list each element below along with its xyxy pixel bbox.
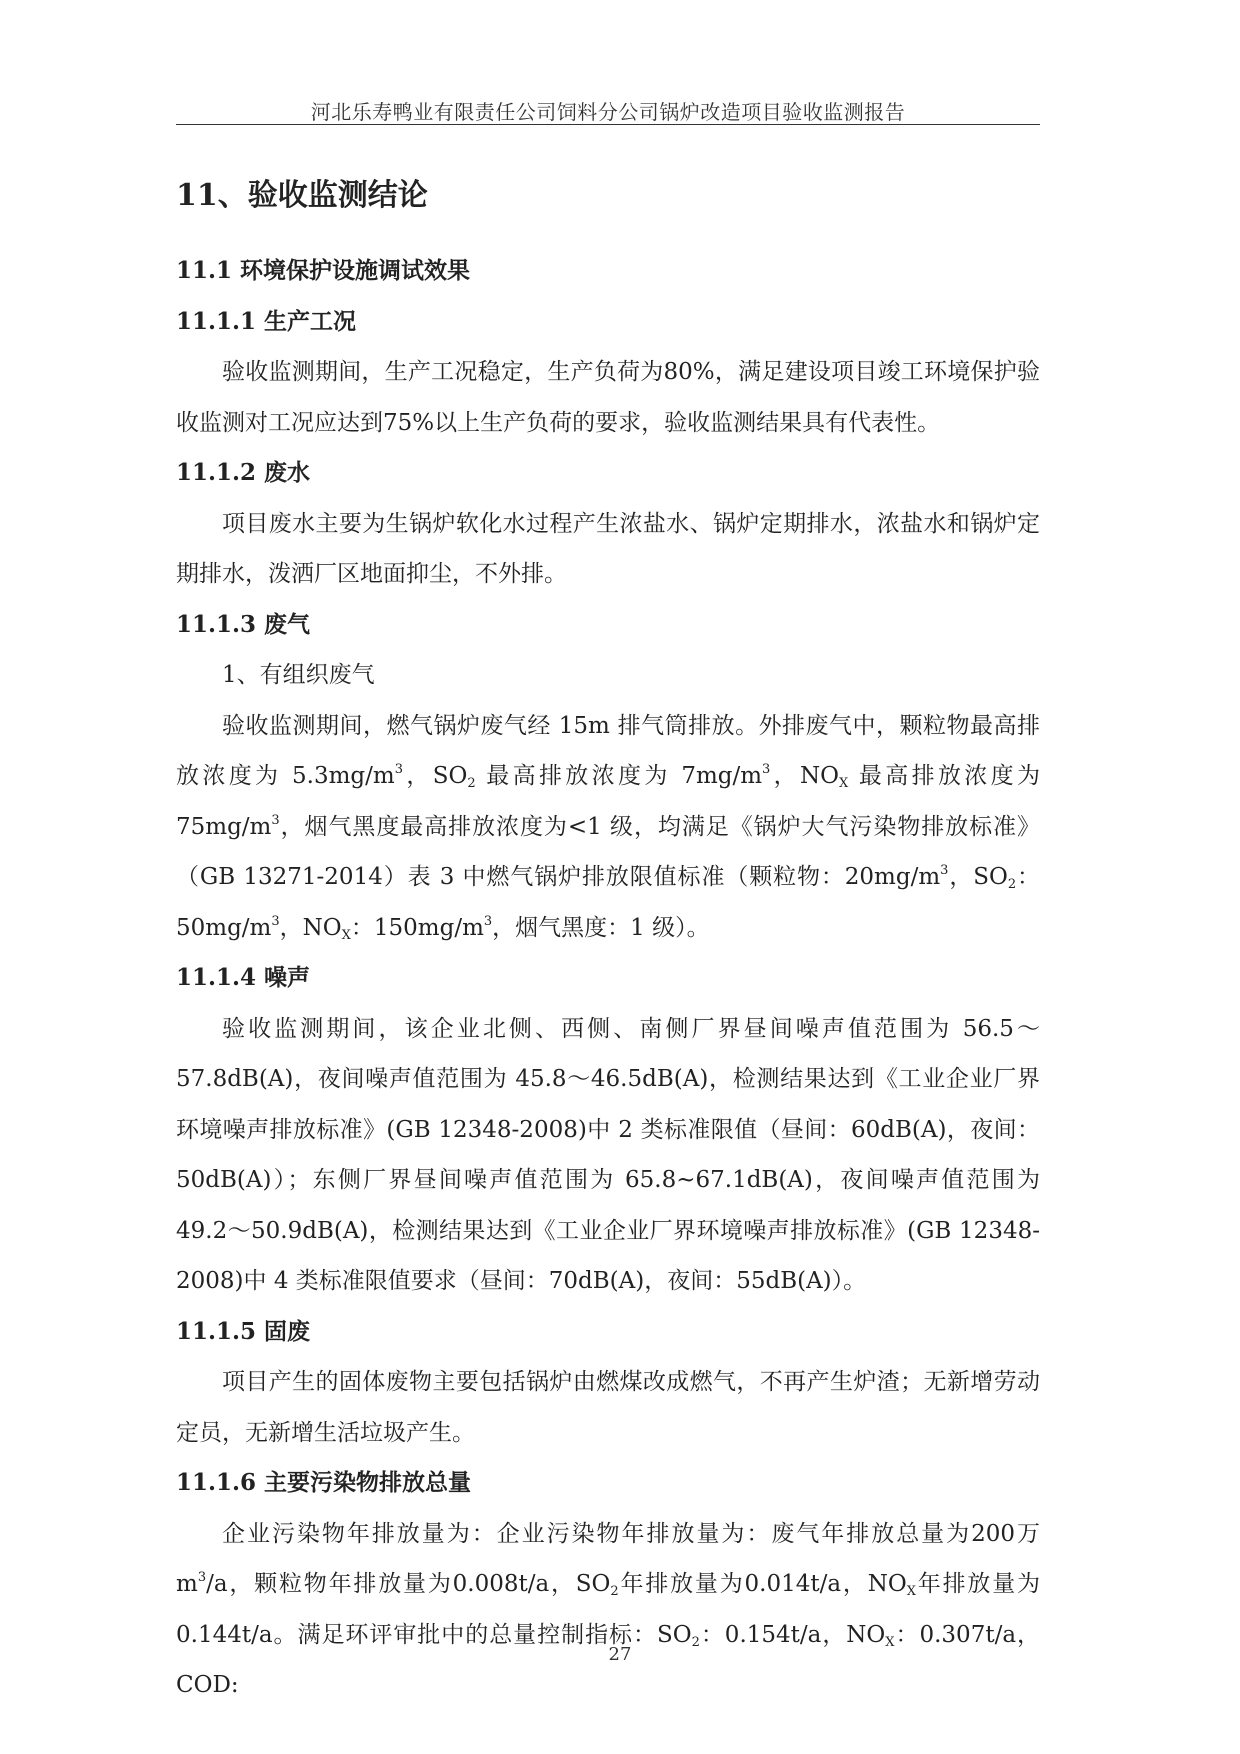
page-number: 27 — [608, 1644, 632, 1665]
document-body — [176, 166, 1040, 1711]
header-rule — [176, 124, 1040, 125]
paragraph-noise: 验收监测期间，该企业北侧、西侧、南侧厂界昼间噪声值范围为 56.5～57.8dB(A)，夜间噪声值范围为 45.8～46.5dB(A)，检测结果达到《工业企业厂界环境噪声排放标准》(GB 12348-2008)中 2 类标准限值（昼间：60dB(A)，夜间：50dB(A)）；东侧厂界昼间噪声值范围为 65.8~67.1dB(A)，夜间噪声值范围为 49.2～50.9dB(A)，检测结果达到《工业企业厂界环境噪声排放标准》(GB 12348-2008)中 4 类标准限值要求（昼间：70dB(A)，夜间：55dB(A)）。 — [176, 1015, 1040, 1294]
paragraph-total-emissions: 企业污染物年排放量为：企业污染物年排放量为：废气年排放总量为200万 $m^3/a$，颗粒物年排放量为0.008t/a，$SO_2$年排放量为0.014t/a，$NO_X$年排放量为0.144t/a。满足环评审批中的总量控制指标：$SO_2$：0.154t/a，$NO_X$：0.307t/a，COD: — [176, 1520, 1041, 1698]
heading-11-1-4: 11.1.4 噪声 — [176, 964, 311, 991]
heading-11-1-2: 11.1.2 废水 — [176, 459, 311, 486]
paragraph-production-conditions: 验收监测期间，生产工况稳定，生产负荷为80%，满足建设项目竣工环境保护验收监测对工况应达到75%以上生产负荷的要求，验收监测结果具有代表性。 — [176, 359, 1040, 436]
subsection-title-11-1: 11.1 环境保护设施调试效果 — [176, 257, 471, 284]
heading-11-1-3: 11.1.3 废气 — [176, 610, 311, 638]
heading-11-1-5: 11.1.5 固废 — [176, 1317, 311, 1345]
heading-11-1-1: 11.1.1 生产工况 — [176, 307, 357, 335]
paragraph-exhaust-gas: 验收监测期间，燃气锅炉废气经 15m 排气筒排放。外排废气中，颗粒物最高排放浓度为 $5.3mg/m^3$，$SO_2$ 最高排放浓度为 $7mg/m^3$，$NO_X$ 最高排放浓度为 $75mg/m^3$，烟气黑度最高排放浓度为<1 级，均满足《锅炉大气污染物排放标准》（GB 13271-2014）表 3 中燃气锅炉排放限值标准（颗粒物：$20mg/m^3$，$SO_2$：$50mg/m^3$，$NO_X$：$150mg/m^3$，烟气黑度：1 级）。 — [176, 712, 1041, 943]
list-item-organized-exhaust: 1、有组织废气 — [222, 662, 375, 688]
paragraph-wastewater: 项目废水主要为生锅炉软化水过程产生浓盐水、锅炉定期排水，浓盐水和锅炉定期排水，泼洒厂区地面抑尘，不外排。 — [176, 510, 1040, 587]
running-header: 河北乐寿鸭业有限责任公司饲料分公司锅炉改造项目验收监测报告 — [310, 100, 906, 124]
heading-11-1-6: 11.1.6 主要污染物排放总量 — [176, 1469, 472, 1496]
paragraph-solid-waste: 项目产生的固体废物主要包括锅炉由燃煤改成燃气，不再产生炉渣；无新增劳动定员，无新增生活垃圾产生。 — [176, 1369, 1040, 1446]
section-title: 11、验收监测结论 — [176, 178, 428, 213]
